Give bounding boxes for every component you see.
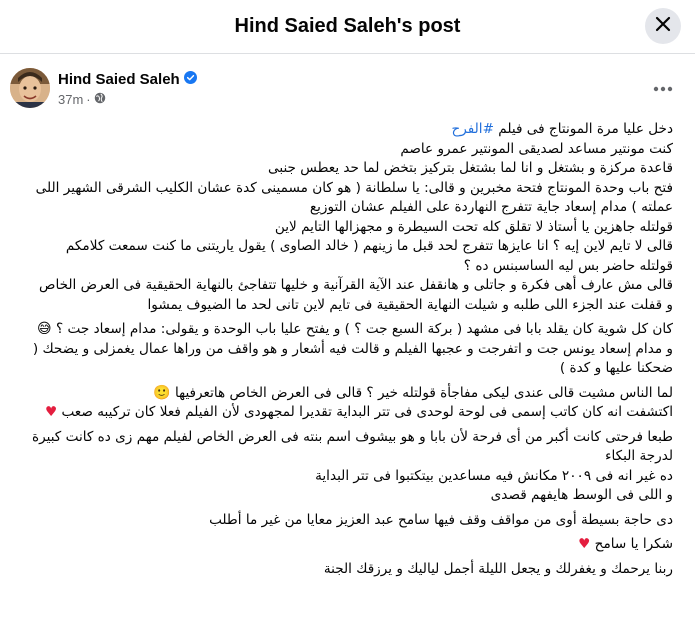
post-text: لما الناس مشيت قالى عندى ليكى مفاجأة قولتله خير ؟ قالى فى العرض الخاص هاتعرفيها <box>170 384 673 401</box>
post-text: قاعدة مركزة و بشتغل و انا لما بشتغل بتركيز بتخض لما حد يعطس جنبى <box>268 160 673 176</box>
more-options-icon <box>653 79 673 97</box>
post-text: قالى لا تايم لاين إيه ؟ انا عايزها تتفرج لحد قبل ما زينهم ( خالد الصاوى ) يقول ياريتنى ما كنت سمعت كلامكم <box>65 238 673 254</box>
post-paragraph <box>14 535 673 555</box>
post-text-line <box>14 486 673 506</box>
post-paragraph <box>14 384 673 423</box>
post-text: فتح باب وحدة المونتاج فتحة مخبرين و قالى: يا سلطانة ( هو كان مسمينى كدة عشان الكليب الشرقى الشهير اللى عملته ) مدام إسعاد جاية تتفرج النهاردة على الفيلم عشان التوزيع <box>35 179 673 215</box>
close-icon <box>655 16 671 37</box>
post-text: ربنا يرحمك و يغفرلك و يجعل الليلة أجمل لياليك و يرزقك الجنة <box>323 560 673 577</box>
post-text-line <box>14 384 673 404</box>
post-text-line <box>14 320 673 340</box>
avatar-image <box>10 68 50 108</box>
heart-icon: ♥ <box>578 536 591 552</box>
more-options-button[interactable] <box>647 74 679 102</box>
post-text: و مدام إسعاد يونس جت و اتفرجت و عجبها الفيلم و قالت فيه أشعار و هو واقف من وراها عمال يغمزلى و يضحك ( ضحكنا عليها و كدة ) <box>32 340 673 376</box>
post-text-line <box>14 560 673 580</box>
globe-icon[interactable] <box>94 92 106 107</box>
post-text-line <box>14 276 673 296</box>
post-text-line <box>14 403 673 423</box>
verified-badge-icon <box>184 71 197 88</box>
author-row <box>58 71 197 88</box>
post-text-line <box>14 120 673 140</box>
post-text-line <box>14 467 673 487</box>
post-header <box>10 68 685 112</box>
post-meta <box>58 92 106 107</box>
post-text-line <box>14 428 673 467</box>
author-name[interactable]: Hind Saied Saleh <box>58 71 180 88</box>
close-button[interactable] <box>645 8 681 44</box>
heart-icon: ♥ <box>44 404 58 420</box>
post-paragraph <box>14 560 673 580</box>
post-text: اكتشفت انه كان كاتب إسمى فى لوحة لوحدى فى تتر البداية تقديرا لمجهودى لأن الفيلم فعلا كان تركيبه صعب <box>57 404 673 420</box>
avatar[interactable] <box>10 68 50 108</box>
post-paragraph <box>14 428 673 506</box>
post-text-line <box>14 296 673 316</box>
post-text: قالى مش عارف أهى فكرة و جاتلى و هانقفل عند الآية القرآنية و خليها تتفاجئ بالنهاية الحقيقية فى العرض الخاص <box>39 277 673 293</box>
post-text: قولتله جاهزين يا أستاذ لا تقلق كله تحت السيطرة و مجهزالها التايم لاين <box>274 218 673 235</box>
post-text: قولتله حاضر بس ليه الساسبنس ده ؟ <box>463 257 673 274</box>
hashtag-link[interactable]: #الفرح <box>451 121 494 137</box>
post-text-line <box>14 159 673 179</box>
post-text-line <box>14 257 673 277</box>
post-text: شكرا يا سامح <box>590 536 673 552</box>
post-paragraph <box>14 320 673 379</box>
post-time[interactable]: 37m <box>58 92 84 107</box>
post-text-line <box>14 179 673 218</box>
post-text: ده غير انه فى ٢٠٠٩ مكانش فيه مساعدين بيتكتبوا فى تتر البداية <box>315 467 673 484</box>
post-text: كان كل شوية كان يقلد بابا فى مشهد ( بركة السبع جت ؟ ) و يفتح عليا باب الوحدة و يقولى: مدام إسعاد جت ؟ <box>51 321 673 337</box>
dialog-title: Hind Saied Saleh's post <box>234 15 461 37</box>
post-text-line <box>14 511 673 531</box>
post-text: و اللى فى الوسط هايفهم قصدى <box>490 487 673 503</box>
post-text-line <box>14 237 673 257</box>
post-text: و قفلت عند الجزء اللى طلبه و شيلت النهاية الحقيقية فى تايم لاين تانى لحد ما الضيوف يمشوا <box>147 296 673 313</box>
post-text: طبعا فرحتى كانت أكبر من أى فرحة لأن بابا و هو بيشوف اسم بنته فى العرض الخاص لفيلم مهم زى ده كانت كبيرة لدرجة البكاء <box>31 428 673 464</box>
post-paragraph <box>14 511 673 531</box>
emoji-icon: 🙂 <box>153 384 171 401</box>
post-text-line <box>14 535 673 555</box>
post-text-line <box>14 140 673 160</box>
post-text-line <box>14 340 673 379</box>
post-paragraph <box>14 120 673 315</box>
post-text: دى حاجة بسيطة أوى من مواقف وقف فيها سامح عبد العزيز معايا من غير ما أطلب <box>209 511 673 528</box>
meta-separator: · <box>86 92 91 107</box>
emoji-icon: 😅 <box>37 321 52 337</box>
post-body <box>14 120 673 579</box>
post-text: دخل عليا مرة المونتاج فى فيلم <box>493 121 673 137</box>
post-dialog-header <box>0 0 695 54</box>
post-text-line <box>14 218 673 238</box>
post-text: كنت مونتير مساعد لصديقى المونتير عمرو عاصم <box>400 140 673 157</box>
